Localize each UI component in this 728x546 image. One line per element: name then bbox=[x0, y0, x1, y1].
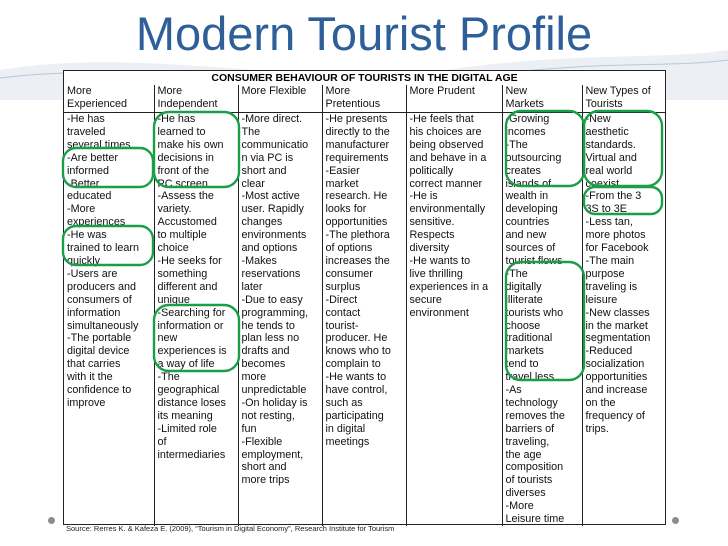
table-cell: -New aesthetic standards. Virtual and real world coexist -From the 3 3S to 3E -Less tan, more photos for Facebook -The main purpose traveling is leisure -New classes in the market segmentation -Reduced socialization opportunities and increase on the frequency of trips. bbox=[582, 113, 665, 527]
slide-bullet-dot-left bbox=[48, 517, 55, 524]
table-body-row bbox=[64, 113, 665, 527]
column-header: More Prudent bbox=[406, 85, 502, 113]
source-citation: Source: Rerres K. & Kafeza E. (2009), “Tourism in Digital Economy”, Research Institute for Tourism bbox=[66, 524, 395, 533]
column-header: New Markets bbox=[502, 85, 582, 113]
column-header: New Types of Tourists bbox=[582, 85, 665, 113]
table-grid bbox=[64, 85, 665, 526]
table-cell: -He has traveled several times -Are better informed -Better educated -More experiences -He was trained to learn quickly -Users are producers and consumers of information simultaneously -The portable digital device that carries with it the confidence to improve bbox=[67, 113, 140, 409]
column-header: More Pretentious bbox=[322, 85, 406, 113]
table-cell: -More direct. The communicatio n via PC is short and clear -Most active user. Rapidly changes environments and options -Makes reservations later -Due to easy programming, he tends to plan less no drafts and becomes more unpredictable -On holiday is not resting, fun -Flexible employment, short and more trips bbox=[238, 113, 322, 527]
column-header: More Independent bbox=[154, 85, 238, 113]
slide-title: Modern Tourist Profile bbox=[135, 7, 593, 60]
table-cell: -He feels that his choices are being observed and behave in a politically correct manner -He is environmentally sensitive. Respects diversity -He wants to live thrilling experiences in a secure environment bbox=[406, 113, 502, 527]
column-header: More Flexible bbox=[238, 85, 322, 113]
tourist-behaviour-table bbox=[63, 70, 666, 525]
table-caption: CONSUMER BEHAVIOUR OF TOURISTS IN THE DIGITAL AGE bbox=[211, 72, 518, 84]
table-cell: -He has learned to make his own decisions in front of the PC screen -Assess the variety. Accustomed to multiple choice -He seeks for something different and unique -Searching for information or new experiences is a way of life -The geographical distance loses its meaning -Limited role of intermediaries bbox=[154, 113, 238, 527]
table-cell: -Growing incomes -The outsourcing creates islands of wealth in developing countries and new sources of tourist flows -The digitally illiterate tourists who choose traditional markets tend to travel less -As technology removes the barriers of traveling, the age composition of tourists diverses -More Leisure time bbox=[502, 113, 582, 527]
column-header: More Experienced bbox=[64, 85, 154, 113]
slide-bullet-dot-right bbox=[672, 517, 679, 524]
table-cell: -He presents directly to the manufacturer requirements -Easier market research. He looks for opportunities -The plethora of options increases the consumer surplus -Direct contact tourist- producer. He knows who to complain to -He wants to have control, such as participating in digital meetings bbox=[322, 113, 406, 527]
table-header-row bbox=[64, 85, 665, 113]
